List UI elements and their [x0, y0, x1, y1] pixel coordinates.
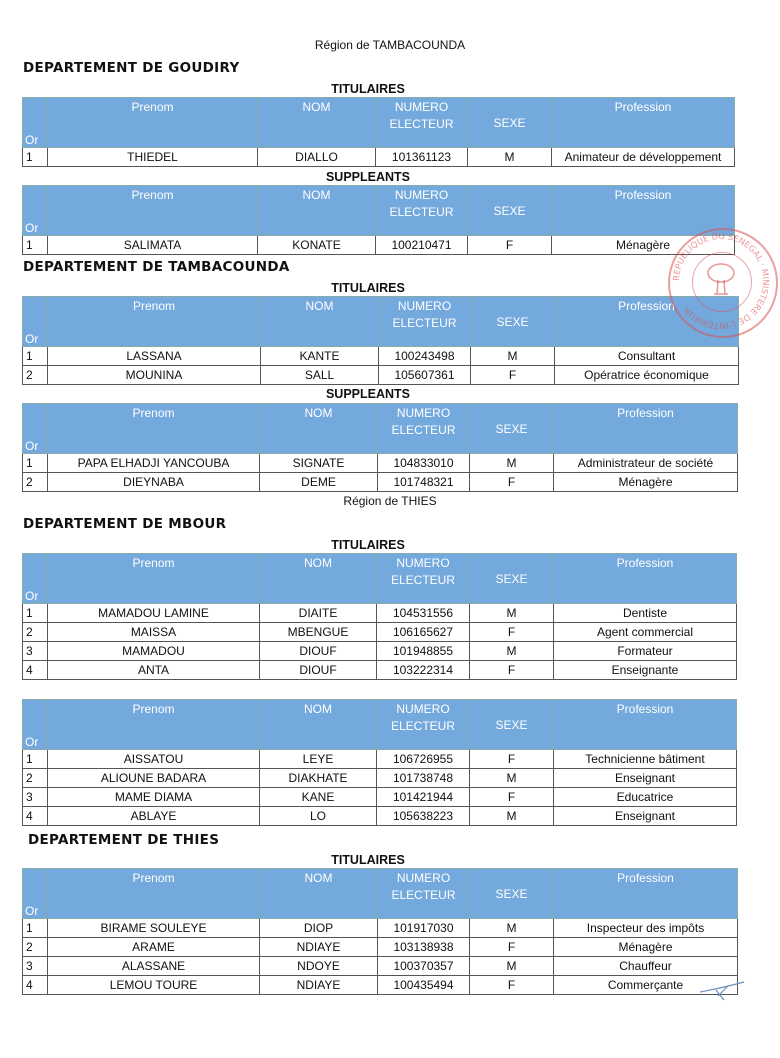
header-numero-electeur	[378, 869, 470, 919]
cell-numero-electeur: 100243498	[379, 347, 471, 366]
dept-title-mbour: DEPARTEMENT DE MBOUR	[23, 516, 227, 532]
table-header	[23, 98, 735, 148]
header-label: Or	[25, 221, 39, 235]
header-nom	[261, 297, 379, 347]
cell-profession: Ménagère	[552, 236, 735, 255]
section-title-suppleants: SUPPLEANTS	[325, 170, 411, 184]
cell-nom: NDIAYE	[260, 938, 378, 957]
header-label: Prenom	[132, 299, 176, 313]
header-label: ELECTEUR	[391, 888, 456, 902]
cell-profession: Inspecteur des impôts	[554, 919, 738, 938]
header-label: ELECTEUR	[391, 423, 456, 437]
header-label: Profession	[614, 188, 672, 202]
cell-profession: Ménagère	[554, 473, 738, 492]
table-header	[23, 700, 737, 750]
cell-nom: NDOYE	[260, 957, 378, 976]
cell-prenom: ABLAYE	[48, 807, 260, 826]
cell-numero-electeur: 103222314	[377, 661, 470, 680]
cell-sexe: F	[471, 366, 555, 385]
cell-numero-electeur: 101748321	[378, 473, 470, 492]
cell-profession: Dentiste	[554, 604, 737, 623]
cell-sexe: M	[470, 769, 554, 788]
header-or	[23, 869, 48, 919]
cell-sexe: M	[470, 957, 554, 976]
header-prenom	[48, 869, 260, 919]
section-title-titulaires: TITULAIRES	[331, 853, 405, 867]
cell-nom: KONATE	[258, 236, 376, 255]
header-label: Profession	[618, 299, 675, 313]
region-title-tambacounda: Région de TAMBACOUNDA	[314, 38, 466, 52]
header-or	[23, 297, 48, 347]
header-label: Profession	[614, 100, 672, 114]
header-label: ELECTEUR	[389, 205, 454, 219]
cell-nom: DIALLO	[258, 148, 376, 167]
header-label: NUMERO	[396, 406, 451, 420]
row-number: 2	[23, 473, 48, 492]
cell-numero-electeur: 101361123	[376, 148, 468, 167]
cell-prenom: PAPA ELHADJI YANCOUBA	[48, 454, 260, 473]
cell-numero-electeur: 104833010	[378, 454, 470, 473]
table-row	[23, 938, 738, 957]
row-number: 1	[23, 236, 48, 255]
table-header	[23, 869, 738, 919]
candidate-table	[22, 97, 735, 167]
cell-sexe: F	[470, 473, 554, 492]
header-label: SEXE	[493, 203, 526, 218]
header-label: Prenom	[131, 188, 174, 202]
candidate-table	[22, 699, 737, 826]
cell-sexe: M	[470, 454, 554, 473]
cell-nom: DIAKHATE	[260, 769, 377, 788]
row-number: 4	[23, 807, 48, 826]
header-nom	[260, 700, 377, 750]
header-nom	[258, 98, 376, 148]
row-number: 1	[23, 148, 48, 167]
header-label: Prenom	[132, 406, 175, 420]
cell-prenom: ALIOUNE BADARA	[48, 769, 260, 788]
header-label: NOM	[304, 556, 332, 570]
row-number: 1	[23, 454, 48, 473]
cell-sexe: F	[470, 661, 554, 680]
table-row	[23, 347, 739, 366]
header-numero-electeur	[376, 98, 468, 148]
cell-profession: Administrateur de société	[554, 454, 738, 473]
header-label: Profession	[617, 406, 674, 420]
cell-profession: Opératrice économique	[555, 366, 739, 385]
cell-profession: Chauffeur	[554, 957, 738, 976]
cell-numero-electeur: 100210471	[376, 236, 468, 255]
cell-numero-electeur: 100435494	[378, 976, 470, 995]
header-or	[23, 98, 48, 148]
cell-sexe: F	[468, 236, 552, 255]
row-number: 2	[23, 623, 48, 642]
header-label: Or	[25, 904, 39, 918]
header-prenom	[48, 297, 261, 347]
cell-prenom: MOUNINA	[48, 366, 261, 385]
header-label: NUMERO	[396, 556, 450, 570]
row-number: 3	[23, 957, 48, 976]
table-row	[23, 642, 737, 661]
header-label: NOM	[304, 406, 333, 420]
header-sexe	[470, 700, 554, 750]
cell-prenom: SALIMATA	[48, 236, 258, 255]
cell-numero-electeur: 105638223	[377, 807, 470, 826]
table-header	[23, 554, 737, 604]
row-number: 1	[23, 604, 48, 623]
cell-prenom: LASSANA	[48, 347, 261, 366]
cell-sexe: M	[471, 347, 555, 366]
table-row	[23, 769, 737, 788]
cell-sexe: M	[470, 919, 554, 938]
header-label: Profession	[616, 556, 674, 570]
header-profession	[554, 869, 738, 919]
table-row	[23, 366, 739, 385]
cell-nom: MBENGUE	[260, 623, 377, 642]
header-numero-electeur	[379, 297, 471, 347]
header-prenom	[48, 700, 260, 750]
cell-prenom: AISSATOU	[48, 750, 260, 769]
header-sexe	[468, 186, 552, 236]
row-number: 2	[23, 366, 48, 385]
section-title-titulaires: TITULAIRES	[331, 82, 405, 96]
header-label: Prenom	[132, 702, 175, 716]
cell-numero-electeur: 103138938	[378, 938, 470, 957]
cell-nom: DEME	[260, 473, 378, 492]
header-label: Or	[25, 439, 39, 453]
header-profession	[554, 404, 738, 454]
cell-numero-electeur: 104531556	[377, 604, 470, 623]
cell-nom: LO	[260, 807, 377, 826]
header-label: SEXE	[495, 421, 528, 436]
header-or	[23, 404, 48, 454]
header-label: NOM	[304, 702, 332, 716]
cell-nom: DIAITE	[260, 604, 377, 623]
seal-text: REPUBLIQUE DU SENEGAL · MINISTERE DE L'INTERIEUR	[671, 231, 771, 331]
row-number: 4	[23, 661, 48, 680]
header-profession	[554, 700, 737, 750]
header-label: ELECTEUR	[389, 117, 454, 131]
table-header	[23, 186, 735, 236]
section-title-titulaires: TITULAIRES	[331, 281, 405, 295]
header-label: NUMERO	[397, 299, 452, 313]
row-number: 2	[23, 938, 48, 957]
cell-sexe: M	[470, 807, 554, 826]
cell-prenom: THIEDEL	[48, 148, 258, 167]
header-label: Prenom	[132, 556, 175, 570]
cell-prenom: ALASSANE	[48, 957, 260, 976]
header-prenom	[48, 98, 258, 148]
cell-numero-electeur: 100370357	[378, 957, 470, 976]
header-or	[23, 186, 48, 236]
cell-prenom: BIRAME SOULEYE	[48, 919, 260, 938]
candidate-table	[22, 553, 737, 680]
official-seal	[668, 228, 778, 338]
cell-profession: Enseignante	[554, 661, 737, 680]
table-row	[23, 976, 738, 995]
cell-sexe: F	[470, 750, 554, 769]
dept-title-goudiry: DEPARTEMENT DE GOUDIRY	[23, 60, 240, 76]
candidate-table	[22, 296, 739, 385]
cell-numero-electeur: 101738748	[377, 769, 470, 788]
header-nom	[260, 404, 378, 454]
cell-prenom: ANTA	[48, 661, 260, 680]
row-number: 3	[23, 642, 48, 661]
header-label: Or	[25, 332, 39, 346]
header-label: Or	[25, 133, 39, 147]
cell-sexe: F	[470, 938, 554, 957]
cell-profession: Animateur de développement	[552, 148, 735, 167]
cell-nom: SIGNATE	[260, 454, 378, 473]
cell-nom: DIOUF	[260, 642, 377, 661]
header-label: Profession	[616, 702, 674, 716]
header-label: Or	[25, 735, 39, 749]
section-title-suppleants: SUPPLEANTS	[325, 387, 411, 401]
region-title-thies: Région de THIES	[343, 494, 437, 508]
header-label: ELECTEUR	[390, 719, 455, 733]
table-row	[23, 236, 735, 255]
header-profession	[552, 98, 735, 148]
cell-nom: DIOUF	[260, 661, 377, 680]
cell-nom: LEYE	[260, 750, 377, 769]
header-label: Profession	[617, 871, 674, 885]
row-number: 1	[23, 750, 48, 769]
cell-sexe: F	[470, 976, 554, 995]
header-nom	[260, 554, 377, 604]
header-sexe	[468, 98, 552, 148]
cell-numero-electeur: 101421944	[377, 788, 470, 807]
cell-prenom: MAME DIAMA	[48, 788, 260, 807]
candidate-table	[22, 185, 735, 255]
cell-prenom: ARAME	[48, 938, 260, 957]
cell-nom: KANE	[260, 788, 377, 807]
table-row	[23, 957, 738, 976]
table-row	[23, 788, 737, 807]
header-label: NUMERO	[396, 702, 450, 716]
cell-profession: Consultant	[555, 347, 739, 366]
header-label: NOM	[305, 299, 334, 313]
cell-nom: DIOP	[260, 919, 378, 938]
header-sexe	[470, 554, 554, 604]
dept-title-thies: DEPARTEMENT DE THIES	[28, 832, 220, 848]
cell-profession: Agent commercial	[554, 623, 737, 642]
header-label: SEXE	[495, 717, 528, 732]
header-sexe	[470, 869, 554, 919]
header-sexe	[471, 297, 555, 347]
baobab-tree-icon	[706, 262, 736, 296]
table-row	[23, 473, 738, 492]
header-label: NOM	[302, 188, 331, 202]
header-or	[23, 554, 48, 604]
cell-sexe: F	[470, 788, 554, 807]
table-row	[23, 661, 737, 680]
cell-nom: SALL	[261, 366, 379, 385]
candidate-table	[22, 868, 738, 995]
cell-profession: Formateur	[554, 642, 737, 661]
cell-prenom: LEMOU TOURE	[48, 976, 260, 995]
cell-profession: Educatrice	[554, 788, 737, 807]
header-numero-electeur	[378, 404, 470, 454]
section-title-titulaires: TITULAIRES	[331, 538, 405, 552]
header-label: Prenom	[132, 871, 175, 885]
row-number: 1	[23, 347, 48, 366]
cell-numero-electeur: 101948855	[377, 642, 470, 661]
candidate-table	[22, 403, 738, 492]
cell-profession: Enseignant	[554, 807, 737, 826]
signature-icon	[698, 978, 748, 1002]
cell-profession: Enseignant	[554, 769, 737, 788]
header-sexe	[470, 404, 554, 454]
cell-sexe: M	[470, 604, 554, 623]
header-label: NOM	[302, 100, 331, 114]
header-prenom	[48, 554, 260, 604]
table-row	[23, 807, 737, 826]
table-header	[23, 404, 738, 454]
header-label: NOM	[304, 871, 333, 885]
cell-numero-electeur: 101917030	[378, 919, 470, 938]
cell-prenom: DIEYNABA	[48, 473, 260, 492]
cell-numero-electeur: 106726955	[377, 750, 470, 769]
row-number: 1	[23, 919, 48, 938]
header-numero-electeur	[377, 700, 470, 750]
table-row	[23, 454, 738, 473]
cell-prenom: MAISSA	[48, 623, 260, 642]
row-number: 3	[23, 788, 48, 807]
cell-sexe: F	[470, 623, 554, 642]
header-label: ELECTEUR	[390, 573, 455, 587]
header-prenom	[48, 404, 260, 454]
header-numero-electeur	[377, 554, 470, 604]
table-row	[23, 604, 737, 623]
header-label: Or	[25, 589, 39, 603]
header-label: ELECTEUR	[392, 316, 457, 330]
header-or	[23, 700, 48, 750]
table-row	[23, 919, 738, 938]
table-header	[23, 297, 739, 347]
cell-nom: KANTE	[261, 347, 379, 366]
cell-sexe: M	[468, 148, 552, 167]
header-label: NUMERO	[394, 188, 449, 202]
cell-profession: Technicienne bâtiment	[554, 750, 737, 769]
cell-profession: Commerçante	[554, 976, 738, 995]
header-label: NUMERO	[396, 871, 451, 885]
header-numero-electeur	[376, 186, 468, 236]
header-label: SEXE	[495, 571, 528, 586]
header-profession	[554, 554, 737, 604]
cell-sexe: M	[470, 642, 554, 661]
cell-prenom: MAMADOU	[48, 642, 260, 661]
header-label: SEXE	[495, 886, 528, 901]
cell-numero-electeur: 106165627	[377, 623, 470, 642]
header-label: SEXE	[496, 314, 529, 329]
cell-numero-electeur: 105607361	[379, 366, 471, 385]
header-label: NUMERO	[394, 100, 449, 114]
header-nom	[258, 186, 376, 236]
dept-title-tambacounda: DEPARTEMENT DE TAMBACOUNDA	[23, 259, 290, 275]
cell-profession: Ménagère	[554, 938, 738, 957]
cell-prenom: MAMADOU LAMINE	[48, 604, 260, 623]
table-row	[23, 623, 737, 642]
row-number: 4	[23, 976, 48, 995]
cell-nom: NDIAYE	[260, 976, 378, 995]
header-label: SEXE	[493, 115, 526, 130]
header-nom	[260, 869, 378, 919]
table-row	[23, 148, 735, 167]
header-label: Prenom	[131, 100, 174, 114]
row-number: 2	[23, 769, 48, 788]
header-prenom	[48, 186, 258, 236]
table-row	[23, 750, 737, 769]
